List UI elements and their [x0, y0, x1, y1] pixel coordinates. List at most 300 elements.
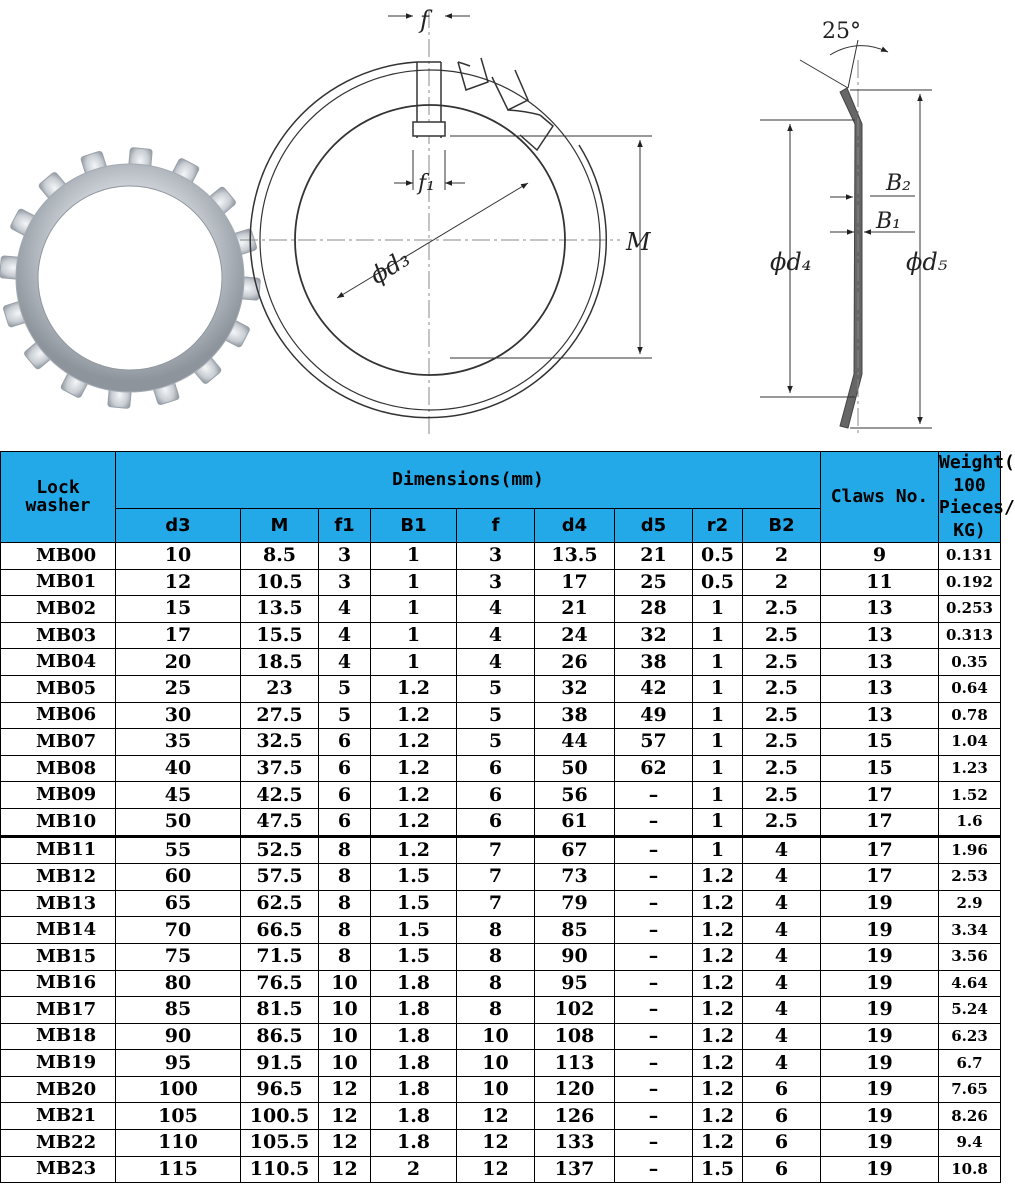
table-cell: 10	[457, 1050, 535, 1077]
table-cell: 12	[319, 1156, 371, 1183]
table-cell: 60	[116, 864, 241, 891]
table-cell: 8	[457, 997, 535, 1024]
table-cell: 3	[457, 543, 535, 570]
label-B1: B₁	[876, 209, 901, 234]
technical-drawing	[0, 0, 1000, 440]
table-cell: 12	[457, 1156, 535, 1183]
table-cell: 90	[116, 1023, 241, 1050]
table-cell: 17	[821, 864, 939, 891]
table-cell: 1.2	[693, 997, 743, 1024]
cell-model: MB10	[1, 808, 116, 836]
table-cell: 27.5	[241, 702, 319, 729]
table-cell: 19	[821, 1103, 939, 1130]
table-cell: 1.5	[693, 1156, 743, 1183]
cell-weight: 6.23	[939, 1023, 1001, 1050]
table-cell: 3	[319, 569, 371, 596]
table-cell: 13	[821, 622, 939, 649]
table-cell: 19	[821, 1076, 939, 1103]
table-cell: 55	[116, 836, 241, 864]
table-cell: 8	[457, 943, 535, 970]
table-cell: 2	[743, 569, 821, 596]
table-cell: 76.5	[241, 970, 319, 997]
table-cell: 2.5	[743, 729, 821, 756]
table-cell: 1.5	[371, 917, 457, 944]
lock-washer-spec-table	[0, 451, 1015, 1183]
side-view	[760, 40, 932, 435]
cell-weight: 6.7	[939, 1050, 1001, 1077]
table-cell: 13	[821, 702, 939, 729]
table-cell: 10	[319, 1023, 371, 1050]
table-row	[1, 622, 1001, 649]
table-cell: 30	[116, 702, 241, 729]
table-cell: 1	[371, 596, 457, 623]
table-cell: –	[615, 943, 693, 970]
table-cell: 13	[821, 596, 939, 623]
table-cell: –	[615, 970, 693, 997]
table-cell: 1	[693, 622, 743, 649]
table-row	[1, 1130, 1001, 1157]
table-cell: 28	[615, 596, 693, 623]
table-cell: 3	[319, 543, 371, 570]
table-cell: 19	[821, 1130, 939, 1157]
cell-weight: 2.9	[939, 890, 1001, 917]
table-cell: 8	[457, 917, 535, 944]
cell-weight: 10.8	[939, 1156, 1001, 1183]
cell-model: MB05	[1, 675, 116, 702]
label-angle: 25°	[822, 19, 861, 44]
table-cell: 6	[743, 1076, 821, 1103]
table-cell: –	[615, 917, 693, 944]
table-cell: 17	[821, 808, 939, 836]
table-row	[1, 1103, 1001, 1130]
table-cell: 7	[457, 836, 535, 864]
cell-model: MB09	[1, 782, 116, 809]
table-cell: 10	[319, 1050, 371, 1077]
table-cell: 1	[693, 808, 743, 836]
table-cell: 17	[821, 836, 939, 864]
table-cell: 57.5	[241, 864, 319, 891]
table-cell: –	[615, 1023, 693, 1050]
front-view	[240, 10, 652, 435]
cell-model: MB01	[1, 569, 116, 596]
header-claws: Claws No.	[821, 452, 939, 543]
label-f1: f₁	[418, 171, 435, 196]
table-cell: 1.2	[693, 1130, 743, 1157]
cell-model: MB03	[1, 622, 116, 649]
table-cell: 15.5	[241, 622, 319, 649]
table-cell: 133	[535, 1130, 615, 1157]
table-cell: 38	[615, 649, 693, 676]
label-B2: B₂	[886, 171, 911, 196]
table-cell: 137	[535, 1156, 615, 1183]
table-cell: 105.5	[241, 1130, 319, 1157]
table-cell: 2.5	[743, 755, 821, 782]
table-cell: 19	[821, 1156, 939, 1183]
column-header-b2: B2	[743, 509, 821, 543]
table-cell: 2.5	[743, 782, 821, 809]
table-cell: 32	[535, 675, 615, 702]
table-cell: 1.8	[371, 997, 457, 1024]
table-cell: 5	[319, 702, 371, 729]
table-cell: 11	[821, 569, 939, 596]
table-cell: 4	[743, 997, 821, 1024]
table-cell: 15	[821, 729, 939, 756]
table-cell: 17	[116, 622, 241, 649]
table-row	[1, 1050, 1001, 1077]
cell-weight: 3.34	[939, 917, 1001, 944]
table-cell: 73	[535, 864, 615, 891]
cell-model: MB11	[1, 836, 116, 864]
table-cell: 49	[615, 702, 693, 729]
table-cell: 100	[116, 1076, 241, 1103]
table-cell: 2.5	[743, 702, 821, 729]
table-cell: 2.5	[743, 622, 821, 649]
table-cell: 1	[693, 649, 743, 676]
column-header-d3: d3	[116, 509, 241, 543]
table-cell: 8	[319, 864, 371, 891]
table-row	[1, 836, 1001, 864]
table-cell: –	[615, 808, 693, 836]
table-cell: 1	[371, 569, 457, 596]
table-cell: 1.2	[693, 1050, 743, 1077]
table-cell: 10	[116, 543, 241, 570]
table-cell: 6	[743, 1103, 821, 1130]
table-cell: 8	[319, 943, 371, 970]
table-cell: 13	[821, 675, 939, 702]
table-cell: 9	[821, 543, 939, 570]
table-cell: 2.5	[743, 808, 821, 836]
table-cell: 42	[615, 675, 693, 702]
table-row	[1, 782, 1001, 809]
column-header-m: M	[241, 509, 319, 543]
lock-washer-photo	[0, 148, 260, 409]
table-cell: 12	[457, 1103, 535, 1130]
table-cell: 1.2	[693, 1103, 743, 1130]
table-cell: 96.5	[241, 1076, 319, 1103]
table-cell: 4	[743, 1050, 821, 1077]
table-cell: 21	[615, 543, 693, 570]
table-cell: 19	[821, 917, 939, 944]
table-cell: 4	[457, 649, 535, 676]
column-header-f: f	[457, 509, 535, 543]
table-cell: 10	[457, 1023, 535, 1050]
table-cell: 1.8	[371, 1050, 457, 1077]
header-weight: Weight( 100 Pieces/ KG)	[939, 452, 1015, 541]
table-cell: 1.2	[371, 782, 457, 809]
column-header-d4: d4	[535, 509, 615, 543]
cell-weight: 1.96	[939, 836, 1001, 864]
table-cell: 8	[457, 970, 535, 997]
table-cell: 8	[319, 836, 371, 864]
table-row	[1, 864, 1001, 891]
table-cell: 5	[457, 675, 535, 702]
cell-model: MB07	[1, 729, 116, 756]
cell-model: MB08	[1, 755, 116, 782]
cell-weight: 1.23	[939, 755, 1001, 782]
cell-weight: 0.131	[939, 543, 1001, 570]
table-cell: 15	[821, 755, 939, 782]
table-cell: 108	[535, 1023, 615, 1050]
cell-model: MB17	[1, 997, 116, 1024]
table-cell: 1	[371, 543, 457, 570]
table-cell: 5	[319, 675, 371, 702]
table-cell: 26	[535, 649, 615, 676]
table-cell: 1	[693, 596, 743, 623]
table-cell: 4	[743, 1023, 821, 1050]
table-cell: 4	[743, 943, 821, 970]
table-cell: 1	[693, 836, 743, 864]
table-cell: 32.5	[241, 729, 319, 756]
cell-model: MB20	[1, 1076, 116, 1103]
table-cell: 56	[535, 782, 615, 809]
table-cell: 23	[241, 675, 319, 702]
label-d3: ϕd₃	[364, 244, 415, 290]
table-cell: 1.2	[371, 836, 457, 864]
table-cell: –	[615, 1103, 693, 1130]
table-cell: 19	[821, 997, 939, 1024]
table-row	[1, 1023, 1001, 1050]
column-header-f1: f1	[319, 509, 371, 543]
table-cell: 45	[116, 782, 241, 809]
table-cell: 2	[743, 543, 821, 570]
table-cell: 0.5	[693, 569, 743, 596]
table-cell: 8.5	[241, 543, 319, 570]
table-cell: –	[615, 836, 693, 864]
table-cell: –	[615, 1076, 693, 1103]
table-cell: 1.8	[371, 1023, 457, 1050]
table-cell: 1.2	[693, 864, 743, 891]
cell-model: MB16	[1, 970, 116, 997]
table-cell: 19	[821, 890, 939, 917]
label-d5: ϕd₅	[906, 248, 948, 276]
table-cell: 42.5	[241, 782, 319, 809]
table-cell: 1.8	[371, 1130, 457, 1157]
table-cell: 52.5	[241, 836, 319, 864]
table-cell: 8	[319, 890, 371, 917]
table-cell: 24	[535, 622, 615, 649]
table-cell: 91.5	[241, 1050, 319, 1077]
table-cell: 19	[821, 1050, 939, 1077]
table-cell: 67	[535, 836, 615, 864]
table-cell: 120	[535, 1076, 615, 1103]
table-cell: 38	[535, 702, 615, 729]
table-cell: 1	[371, 622, 457, 649]
table-row	[1, 890, 1001, 917]
table-row	[1, 917, 1001, 944]
table-cell: 1.2	[371, 675, 457, 702]
label-d4: ϕd₄	[770, 248, 812, 276]
table-cell: 37.5	[241, 755, 319, 782]
table-cell: 1.2	[693, 917, 743, 944]
cell-weight: 0.253	[939, 596, 1001, 623]
cell-model: MB02	[1, 596, 116, 623]
table-cell: 1.2	[371, 808, 457, 836]
table-cell: 4	[743, 890, 821, 917]
cell-model: MB12	[1, 864, 116, 891]
table-cell: 102	[535, 997, 615, 1024]
cell-weight: 7.65	[939, 1076, 1001, 1103]
table-cell: 4	[319, 596, 371, 623]
cell-weight: 2.53	[939, 864, 1001, 891]
table-cell: 115	[116, 1156, 241, 1183]
table-cell: –	[615, 1156, 693, 1183]
table-cell: 95	[116, 1050, 241, 1077]
table-cell: 8	[319, 917, 371, 944]
cell-model: MB04	[1, 649, 116, 676]
table-cell: 1	[693, 675, 743, 702]
table-cell: 25	[615, 569, 693, 596]
column-header-b1: B1	[371, 509, 457, 543]
cell-weight: 0.192	[939, 569, 1001, 596]
table-cell: 12	[116, 569, 241, 596]
table-cell: 2	[371, 1156, 457, 1183]
table-cell: 4	[743, 970, 821, 997]
table-cell: 1.5	[371, 864, 457, 891]
cell-weight: 0.78	[939, 702, 1001, 729]
table-cell: 1.2	[693, 970, 743, 997]
table-cell: 2.5	[743, 675, 821, 702]
table-cell: 57	[615, 729, 693, 756]
table-cell: –	[615, 997, 693, 1024]
table-cell: 10	[457, 1076, 535, 1103]
header-lock-washer: Lock washer	[1, 452, 116, 543]
table-cell: 61	[535, 808, 615, 836]
table-row	[1, 755, 1001, 782]
table-cell: –	[615, 1050, 693, 1077]
cell-model: MB22	[1, 1130, 116, 1157]
table-row	[1, 970, 1001, 997]
cell-weight: 4.64	[939, 970, 1001, 997]
table-cell: 21	[535, 596, 615, 623]
table-cell: 80	[116, 970, 241, 997]
table-cell: 105	[116, 1103, 241, 1130]
table-row	[1, 808, 1001, 836]
table-cell: 40	[116, 755, 241, 782]
table-cell: 0.5	[693, 543, 743, 570]
table-cell: 4	[743, 836, 821, 864]
column-header-r2: r2	[693, 509, 743, 543]
table-cell: 1.5	[371, 890, 457, 917]
table-cell: 19	[821, 970, 939, 997]
column-header-d5: d5	[615, 509, 693, 543]
table-row	[1, 729, 1001, 756]
cell-weight: 3.56	[939, 943, 1001, 970]
table-cell: 6	[319, 729, 371, 756]
table-cell: 18.5	[241, 649, 319, 676]
table-cell: 2.5	[743, 649, 821, 676]
table-cell: –	[615, 890, 693, 917]
table-cell: 44	[535, 729, 615, 756]
table-cell: 6	[743, 1156, 821, 1183]
table-cell: 71.5	[241, 943, 319, 970]
table-cell: 1.5	[371, 943, 457, 970]
table-cell: 50	[116, 808, 241, 836]
table-cell: 90	[535, 943, 615, 970]
cell-weight: 0.64	[939, 675, 1001, 702]
table-cell: 79	[535, 890, 615, 917]
label-f: f	[420, 6, 429, 34]
table-cell: 6	[457, 755, 535, 782]
table-cell: 6	[743, 1130, 821, 1157]
header-dimensions: Dimensions(mm)	[116, 452, 821, 509]
cell-model: MB13	[1, 890, 116, 917]
table-cell: 1.2	[371, 755, 457, 782]
table-cell: 6	[319, 755, 371, 782]
table-cell: –	[615, 1130, 693, 1157]
table-cell: 1.2	[371, 702, 457, 729]
table-cell: 100.5	[241, 1103, 319, 1130]
table-cell: 25	[116, 675, 241, 702]
table-cell: 1.8	[371, 1103, 457, 1130]
table-cell: 10	[319, 997, 371, 1024]
table-cell: 66.5	[241, 917, 319, 944]
cell-weight: 8.26	[939, 1103, 1001, 1130]
table-cell: 7	[457, 864, 535, 891]
table-cell: 13.5	[241, 596, 319, 623]
table-cell: 1.2	[371, 729, 457, 756]
table-cell: 6	[319, 782, 371, 809]
table-cell: 85	[535, 917, 615, 944]
table-cell: –	[615, 782, 693, 809]
table-cell: 1.8	[371, 970, 457, 997]
cell-weight: 0.35	[939, 649, 1001, 676]
table-row	[1, 543, 1001, 570]
table-row	[1, 702, 1001, 729]
table-cell: 35	[116, 729, 241, 756]
table-cell: 10.5	[241, 569, 319, 596]
cell-model: MB23	[1, 1156, 116, 1183]
table-cell: 81.5	[241, 997, 319, 1024]
table-cell: 47.5	[241, 808, 319, 836]
table-cell: 12	[319, 1130, 371, 1157]
cell-model: MB14	[1, 917, 116, 944]
table-row	[1, 649, 1001, 676]
table-cell: 15	[116, 596, 241, 623]
cell-model: MB00	[1, 543, 116, 570]
table-cell: 1	[693, 782, 743, 809]
cell-model: MB21	[1, 1103, 116, 1130]
table-cell: 50	[535, 755, 615, 782]
table-row	[1, 569, 1001, 596]
table-row	[1, 596, 1001, 623]
table-cell: 4	[743, 917, 821, 944]
table-cell: 1.2	[693, 1076, 743, 1103]
cell-weight: 1.6	[939, 808, 1001, 836]
table-row	[1, 675, 1001, 702]
table-cell: 75	[116, 943, 241, 970]
table-cell: 6	[457, 782, 535, 809]
table-cell: 5	[457, 729, 535, 756]
label-M: M	[626, 228, 651, 256]
table-cell: 126	[535, 1103, 615, 1130]
table-cell: 4	[743, 864, 821, 891]
table-cell: 32	[615, 622, 693, 649]
table-cell: 86.5	[241, 1023, 319, 1050]
table-cell: 85	[116, 997, 241, 1024]
table-cell: 10	[319, 970, 371, 997]
cell-weight: 1.04	[939, 729, 1001, 756]
table-row	[1, 997, 1001, 1024]
table-cell: 12	[457, 1130, 535, 1157]
table-cell: 1	[371, 649, 457, 676]
table-cell: 13.5	[535, 543, 615, 570]
table-cell: 12	[319, 1103, 371, 1130]
table-cell: 17	[821, 782, 939, 809]
table-cell: 113	[535, 1050, 615, 1077]
cell-weight: 0.313	[939, 622, 1001, 649]
cell-weight: 1.52	[939, 782, 1001, 809]
table-cell: 1	[693, 729, 743, 756]
